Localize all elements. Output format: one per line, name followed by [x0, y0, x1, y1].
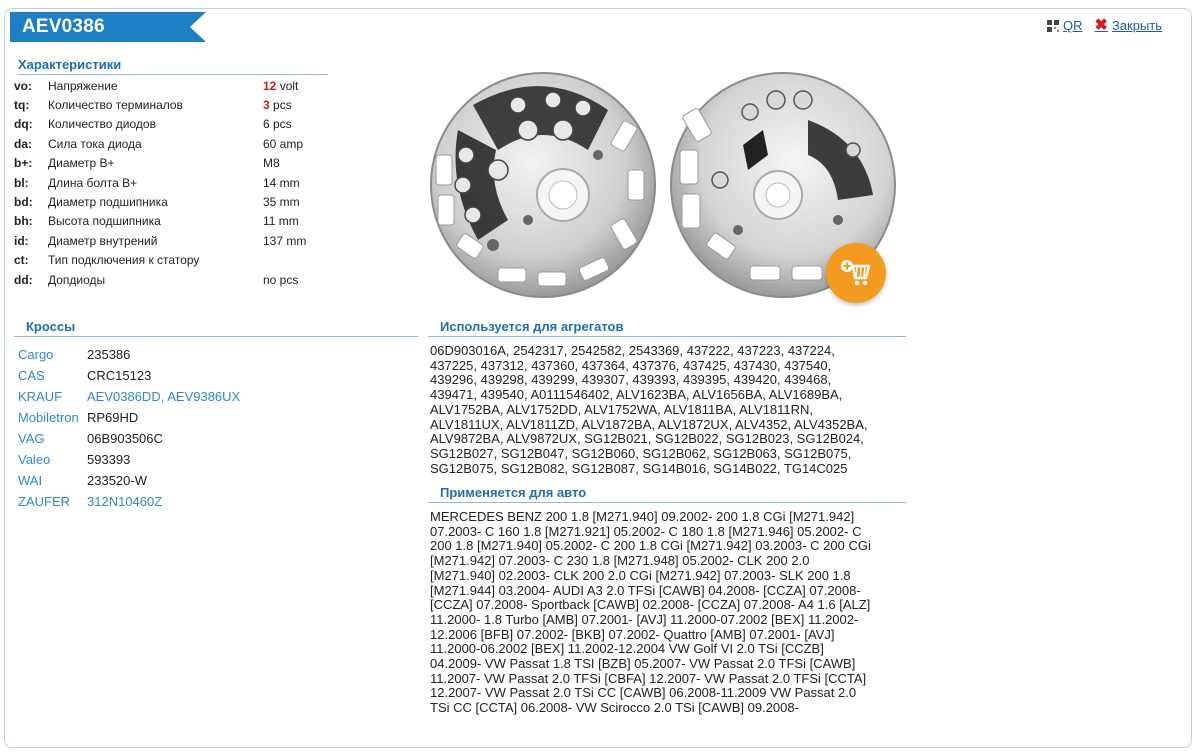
cross-number: 233520-W: [87, 473, 147, 488]
spec-value: [263, 234, 306, 248]
qr-label: QR: [1063, 18, 1083, 33]
units-line: ALV9872BA, ALV9872UX, SG12B021, SG12B022, SG12B023, SG12B024,: [430, 431, 864, 447]
spec-name: Длина болта B+: [48, 175, 138, 190]
spec-row: [14, 270, 306, 289]
cross-row: [18, 344, 240, 365]
spec-value: [263, 79, 298, 93]
spec-value: [263, 117, 292, 131]
cross-row: [18, 365, 240, 386]
spec-value-number: 6 pcs: [263, 117, 292, 132]
cross-row: [18, 428, 240, 449]
close-link[interactable]: [1095, 18, 1162, 33]
cars-line: TSi CC [CCTA] 06.2008- VW Scirocco 2.0 TSi [CAWB] 09.2008-: [430, 700, 799, 716]
cross-value: [87, 347, 130, 362]
cross-number: 593393: [87, 452, 131, 467]
spec-code: bd:: [14, 195, 33, 210]
cars-line: 11.2007- VW Passat 2.0 TFSi [CBFA] 12.2007- VW Passat 2.0 TFSi [CCTA]: [430, 670, 867, 686]
spec-value-number: 14 mm: [263, 175, 300, 190]
spec-value: [263, 156, 280, 170]
cross-number: RP69HD: [87, 410, 139, 425]
spec-name: Допдиоды: [48, 272, 106, 287]
cross-number-link[interactable]: AEV9386UX: [167, 389, 241, 404]
spec-row: [14, 76, 306, 95]
spec-value-number: 3: [263, 98, 270, 113]
cross-row: [18, 449, 240, 470]
cars-line: [M271.942] 07.2003- C 230 1.8 [M271.948] 05.2002- CLK 200 2.0: [430, 553, 810, 569]
spec-value-number: 35 mm: [263, 195, 300, 210]
spec-value: [263, 137, 303, 151]
spec-row: [14, 212, 306, 231]
cross-row: [18, 407, 240, 428]
spec-value: [263, 98, 292, 112]
spec-value-number: no pcs: [263, 272, 299, 287]
spec-row: [14, 173, 306, 192]
cross-value: AEV0386DD, AEV9386UX: [87, 389, 241, 404]
cross-brand-link[interactable]: KRAUF: [18, 389, 63, 404]
product-photo-front[interactable]: [418, 60, 668, 310]
cars-line: MERCEDES BENZ 200 1.8 [M271.940] 09.2002- 200 1.8 CGi [M271.942]: [430, 509, 855, 524]
spec-name: Количество терминалов: [48, 98, 183, 113]
cars-line: [CCZA] 07.2008- Sportback [CAWB] 02.2008- [CCZA] 07.2008- A4 1.6 [ALZ]: [430, 597, 871, 613]
crosses-title: Кроссы: [14, 319, 418, 337]
spec-row: [14, 115, 306, 134]
units-line: 439471, 439540, A0111546402, ALV1623BA, ALV1656BA, ALV1689BA,: [430, 387, 843, 403]
spec-code: bl:: [14, 175, 29, 190]
cross-number: CRC15123: [87, 368, 152, 383]
spec-code: ct:: [14, 253, 29, 268]
cross-brand-link[interactable]: Cargo: [18, 347, 54, 362]
units-line: 439296, 439298, 439299, 439307, 439393, 439395, 439420, 439468,: [430, 372, 832, 388]
qr-icon: [1047, 20, 1059, 32]
cross-brand-link[interactable]: CAS: [18, 368, 45, 383]
spec-code: tq:: [14, 98, 30, 113]
cross-row: [18, 491, 240, 512]
spec-value: [263, 176, 300, 190]
spec-name: Количество диодов: [48, 117, 156, 132]
cross-value: [87, 473, 147, 488]
spec-code: dq:: [14, 117, 33, 132]
cars-title: Применяется для авто: [428, 485, 906, 503]
cars-line: 12.2006 [BFB] 07.2002- [BKB] 07.2002- Quattro [AMB] 07.2001- [AVJ]: [430, 626, 835, 642]
spec-row: [14, 231, 306, 250]
spec-value-number: M8: [263, 156, 280, 171]
spec-value: [263, 273, 298, 287]
spec-name: Диаметр внутрений: [48, 233, 158, 248]
spec-code: dd:: [14, 272, 33, 287]
add-to-cart-button[interactable]: [826, 243, 886, 303]
cars-line: 04.2009- VW Passat 1.8 TSI [BZB] 05.2007- VW Passat 2.0 TFSi [CAWB]: [430, 656, 856, 672]
spec-row: [14, 154, 306, 173]
cross-value: [87, 368, 151, 383]
cross-number: 06B903506C: [87, 431, 163, 446]
cross-brand-link[interactable]: ZAUFER: [18, 494, 70, 509]
article-title: AEV0386: [10, 12, 190, 42]
units-line: SG12B075, SG12B082, SG12B087, SG14B016, SG14B022, TG14C025: [430, 460, 848, 476]
units-line: ALV1811UX, ALV1811ZD, ALV1872BA, ALV1872UX, ALV4352, ALV4352BA,: [430, 416, 868, 432]
spec-row: [14, 95, 306, 114]
spec-name: Тип подключения к статору: [48, 253, 200, 268]
cross-value: [87, 452, 130, 467]
spec-value-number: 137 mm: [263, 233, 307, 248]
cars-line: 200 1.8 [M271.940] 05.2002- C 200 1.8 CGi [M271.942] 03.2003- C 200 CGi: [430, 538, 871, 554]
units-line: ALV1752BA, ALV1752DD, ALV1752WA, ALV1811BA, ALV1811RN,: [430, 401, 814, 417]
spec-value-number: 11 mm: [263, 214, 299, 229]
spec-code: id:: [14, 233, 29, 248]
close-label: Закрыть: [1111, 18, 1162, 33]
units-line: SG12B027, SG12B047, SG12B060, SG12B062, SG12B063, SG12B075,: [430, 445, 852, 461]
cross-value: [87, 431, 163, 446]
spec-value-unit: volt: [276, 78, 299, 93]
cars-line: 11.2000- 1.8 Turbo [AMB] 07.2001- [AVJ] 11.2000-07.2002 [BEX] 11.2002-: [430, 611, 859, 627]
spec-name: Диаметр B+: [48, 156, 115, 171]
spec-code: bh:: [14, 214, 33, 229]
cross-brand-link[interactable]: Valeo: [18, 452, 51, 467]
cars-line: [M271.944] 03.2004- AUDI A3 2.0 TFSi [CAWB] 04.2008- [CCZA] 07.2008-: [430, 582, 861, 598]
close-icon: ✖: [1094, 16, 1108, 34]
cars-list: [430, 510, 900, 716]
spec-code: da:: [14, 136, 32, 151]
qr-link[interactable]: [1047, 18, 1083, 33]
spec-name: Напряжение: [48, 78, 118, 93]
cars-line: 07.2003- C 160 1.8 [M271.921] 05.2002- C 180 1.8 [M271.946] 05.2002- C: [430, 523, 862, 539]
specs-table: [14, 76, 306, 289]
cross-brand-link[interactable]: WAI: [18, 473, 43, 488]
spec-name: Высота подшипника: [48, 214, 161, 229]
cross-row: [18, 470, 240, 491]
spec-code: vo:: [14, 78, 32, 93]
cross-row: [18, 386, 240, 407]
spec-value: [263, 214, 299, 228]
units-line: 06D903016A, 2542317, 2542582, 2543369, 437222, 437223, 437224,: [430, 343, 835, 358]
spec-value-number: 60 amp: [263, 136, 304, 151]
add-to-cart-icon: [839, 258, 873, 288]
cross-brand-link[interactable]: Mobiletron: [18, 410, 79, 425]
crosses-table: [18, 344, 240, 512]
cross-number: 235386: [87, 347, 131, 362]
spec-row: [14, 192, 306, 211]
spec-row: [14, 134, 306, 153]
cars-line: 11.2000-06.2002 [BEX] 11.2002-12.2004 VW Golf VI 2.0 TSi [CCZB]: [430, 641, 824, 657]
cross-value: [87, 410, 138, 425]
spec-row: [14, 251, 306, 270]
cars-line: 12.2007- VW Passat 2.0 TSi CC [CAWB] 06.2008-11.2009 VW Passat 2.0: [430, 685, 857, 701]
cross-number-link[interactable]: AEV0386DD: [87, 389, 161, 404]
spec-name: Диаметр подшипника: [48, 195, 168, 210]
spec-value-number: 12: [263, 78, 277, 93]
cross-value: [87, 494, 162, 509]
top-actions: [1047, 18, 1162, 33]
spec-code: b+:: [14, 156, 33, 171]
spec-value: [263, 195, 300, 209]
cross-number-link[interactable]: 312N10460Z: [87, 494, 163, 509]
units-title: Используется для агрегатов: [428, 319, 906, 337]
cars-line: [M271.940] 02.2003- CLK 200 2.0 CGi [M271.942] 07.2003- SLK 200 1.8: [430, 567, 851, 583]
units-line: 437225, 437312, 437360, 437364, 437376, 437425, 437430, 437540,: [430, 357, 832, 373]
spec-value-unit: pcs: [269, 98, 292, 113]
cross-brand-link[interactable]: VAG: [18, 431, 45, 446]
specs-title: Характеристики: [18, 57, 328, 75]
spec-name: Сила тока диода: [48, 136, 142, 151]
units-list: [430, 344, 900, 476]
